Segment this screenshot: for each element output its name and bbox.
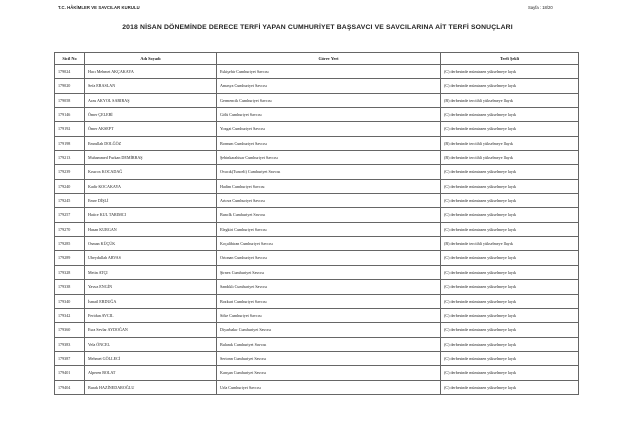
table-row xyxy=(55,280,579,294)
name-cell: Yavuz ENGİN xyxy=(85,280,217,294)
column-header-name: Adı Soyadı xyxy=(85,53,217,65)
name-cell: Ömer ÇELEBİ xyxy=(85,108,217,122)
name-cell: Mehmet GÖLLECİ xyxy=(85,351,217,365)
name-cell: Burak HAZİNEDAROĞLU xyxy=(85,380,217,394)
sicil-cell: 179401 xyxy=(55,366,85,380)
sicil-cell: 179240 xyxy=(55,179,85,193)
name-cell: Emre DİŞLİ xyxy=(85,194,217,208)
terfi-cell: (C) derbesinde mümtazen yükselmeye layık xyxy=(441,351,579,365)
sicil-cell: 179146 xyxy=(55,108,85,122)
table-row xyxy=(55,380,579,394)
terfi-cell: (C) derbesinde mümtazen yükselmeye layık xyxy=(441,165,579,179)
place-cell: Bornum Cumhuriyet Savcısı xyxy=(217,136,441,150)
sicil-cell: 179020 xyxy=(55,79,85,93)
table-row xyxy=(55,79,579,93)
table-row xyxy=(55,222,579,236)
place-cell: Germencik Cumhuriyet Savcısı xyxy=(217,93,441,107)
terfi-cell: (C) derbesinde mümtazen yükselmeye layık xyxy=(441,280,579,294)
terfi-cell: (C) derbesinde mümtazen yükselmeye layık xyxy=(441,366,579,380)
sicil-cell: 179285 xyxy=(55,237,85,251)
place-cell: Bozkurt Cumhuriyet Savcısı xyxy=(217,294,441,308)
place-cell: Söke Cumhuriyet Savcısı xyxy=(217,308,441,322)
terfi-cell: (B) derbesinde terciihli yükselmeye llayık xyxy=(441,237,579,251)
sicil-cell: 179024 xyxy=(55,65,85,79)
terfi-cell: (B) derbesinde terciihli yükselmeye llayık xyxy=(441,136,579,150)
terfi-cell: (C) derbesinde mümtazen yükselmeye layık xyxy=(441,79,579,93)
table-row xyxy=(55,323,579,337)
table-row xyxy=(55,122,579,136)
name-cell: Hasan KURGAN xyxy=(85,222,217,236)
column-header-sicil: Sicil No xyxy=(55,53,85,65)
sicil-cell: 179257 xyxy=(55,208,85,222)
name-cell: Metin ATÇI xyxy=(85,265,217,279)
sicil-cell: 179328 xyxy=(55,265,85,279)
terfi-cell: (B) derbesinde terciihli yükselmeye llayık xyxy=(441,151,579,165)
page-number: Sayfa : 18/20 xyxy=(528,5,553,10)
name-cell: Arzu AKYOL SABIRAŞ xyxy=(85,93,217,107)
place-cell: Şebinkarahisar Cumhuriyet Savcısı xyxy=(217,151,441,165)
place-cell: Koçalibiran Cumhuriyet Savcısı xyxy=(217,237,441,251)
sicil-cell: 179198 xyxy=(55,136,85,150)
table-row xyxy=(55,93,579,107)
name-cell: Kıssrox KOCADAĞ xyxy=(85,165,217,179)
sicil-cell: 179058 xyxy=(55,93,85,107)
results-table xyxy=(54,52,579,395)
table-row xyxy=(55,251,579,265)
name-cell: İsmail ERDUĞA xyxy=(85,294,217,308)
table-row xyxy=(55,179,579,193)
name-cell: Muhammed Furkan DEMİRBAŞ xyxy=(85,151,217,165)
table-row xyxy=(55,108,579,122)
name-cell: Alperen BOLAT xyxy=(85,366,217,380)
document-title: 2018 NİSAN DÖNEMİNDE DERECE TERFİ YAPAN CUMHURİYET BAŞSAVCI VE SAVCILARINA AİT TERFİ SONUÇLARI xyxy=(122,24,513,31)
terfi-cell: (C) derbesinde mümtazen yükselmeye layık xyxy=(441,294,579,308)
table-row xyxy=(55,208,579,222)
place-cell: Artova Cumhuriyet Savcısı xyxy=(217,194,441,208)
sicil-cell: 179270 xyxy=(55,222,85,236)
table-row xyxy=(55,194,579,208)
place-cell: Bulanık Cumhuriyet Savcısı xyxy=(217,337,441,351)
name-cell: Hacı Mehmet AKÇAKAYA xyxy=(85,65,217,79)
terfi-cell: (C) derbesinde mümtazen yükselmeye layık xyxy=(441,108,579,122)
table-row xyxy=(55,65,579,79)
terfi-cell: (C) derbesinde mümtazen yükselmeye layık xyxy=(441,122,579,136)
terfi-cell: (B) derbesinde terciihli yükselmeye llayık xyxy=(441,93,579,107)
table-row xyxy=(55,337,579,351)
name-cell: Sefa ERASLAN xyxy=(85,79,217,93)
place-cell: Şirnex Cumhuriyet Savcısı xyxy=(217,265,441,279)
table-row xyxy=(55,351,579,365)
table-row xyxy=(55,165,579,179)
table-row xyxy=(55,265,579,279)
table-row xyxy=(55,151,579,165)
terfi-cell: (C) derbesinde mümtazen yükselmeye layık xyxy=(441,323,579,337)
sicil-cell: 179213 xyxy=(55,151,85,165)
name-cell: Ubeydullah ARVAS xyxy=(85,251,217,265)
place-cell: Elegkirt Cumhuriyet Savcısı xyxy=(217,222,441,236)
place-cell: Diyarbakır Cumhuriyet Savcısı xyxy=(217,323,441,337)
terfi-cell: (C) derbesinde mümtazen yükselmeye layık xyxy=(441,251,579,265)
place-cell: Gölü Cumhuriyet Savcısı xyxy=(217,108,441,122)
sicil-cell: 179383 xyxy=(55,337,85,351)
terfi-cell: (C) derbesinde mümtazen yükselmeye layık xyxy=(441,179,579,193)
terfi-cell: (C) derbesinde mümtazen yükselmeye layık xyxy=(441,194,579,208)
place-cell: Hadim Cumhuriyet Savcısı xyxy=(217,179,441,193)
name-cell: Esra Sevlar AYDOĞAN xyxy=(85,323,217,337)
table-row xyxy=(55,294,579,308)
terfi-cell: (C) derbesinde mümtazen yükselmeye layık xyxy=(441,308,579,322)
column-header-place: Görev Yeri xyxy=(217,53,441,65)
terfi-cell: (C) derbesinde mümtazen yükselmeye layık xyxy=(441,380,579,394)
terfi-cell: (C) derbesinde mümtazen yükselmeye layık xyxy=(441,222,579,236)
table-row xyxy=(55,366,579,380)
terfi-cell: (C) derbesinde mümtazen yükselmeye layık xyxy=(441,265,579,279)
place-cell: Sertonn Cumhuriyet Savcısı xyxy=(217,351,441,365)
terfi-cell: (C) derbesinde mümtazen yükselmeye layık xyxy=(441,65,579,79)
place-cell: Bunclk Cumhuriyet Savcısı xyxy=(217,208,441,222)
name-cell: Osman KÜÇÜK xyxy=(85,237,217,251)
name-cell: Hatice KUL TARIMCI xyxy=(85,208,217,222)
sicil-cell: 179340 xyxy=(55,294,85,308)
place-cell: Eskişehir Cumhuriyet Savcısı xyxy=(217,65,441,79)
sicil-cell: 179245 xyxy=(55,194,85,208)
place-cell: Ovacık(Tunceli) Cumhuriyet Savcısı xyxy=(217,165,441,179)
sicil-cell: 179192 xyxy=(55,122,85,136)
name-cell: Emrullah DOLĞÖZ xyxy=(85,136,217,150)
place-cell: Karışan Cumhuriyet Savcısı xyxy=(217,366,441,380)
sicil-cell: 179338 xyxy=(55,280,85,294)
table-row xyxy=(55,308,579,322)
place-cell: Amasya Cumhuriyet Savcısı xyxy=(217,79,441,93)
sicil-cell: 179404 xyxy=(55,380,85,394)
sicil-cell: 179289 xyxy=(55,251,85,265)
column-header-terfi: Terfi Şekli xyxy=(441,53,579,65)
place-cell: Sandıklı Cumhuriyet Savcısı xyxy=(217,280,441,294)
institution-header: T.C. HÂKİMLER VE SAVCILAR KURULU xyxy=(58,5,140,10)
name-cell: Kadir KOCAKAYA xyxy=(85,179,217,193)
name-cell: Vela ÖNCEL xyxy=(85,337,217,351)
table-row xyxy=(55,136,579,150)
sicil-cell: 179387 xyxy=(55,351,85,365)
terfi-cell: (C) derbesinde mümtazen yükselmeye layık xyxy=(441,337,579,351)
table-header-row xyxy=(55,53,579,65)
place-cell: Urla Cumhuriyet Savcısı xyxy=(217,380,441,394)
sicil-cell: 179342 xyxy=(55,308,85,322)
place-cell: Yozgat Cumhuriyet Savcısı xyxy=(217,122,441,136)
sicil-cell: 179360 xyxy=(55,323,85,337)
place-cell: Ortonan Cumhuriyet Savcısı xyxy=(217,251,441,265)
table-row xyxy=(55,237,579,251)
name-cell: Ömer AKSEPT xyxy=(85,122,217,136)
name-cell: Feridun AVCIL xyxy=(85,308,217,322)
terfi-cell: (C) derbesinde mümtazen yükselmeye layık xyxy=(441,208,579,222)
sicil-cell: 179239 xyxy=(55,165,85,179)
